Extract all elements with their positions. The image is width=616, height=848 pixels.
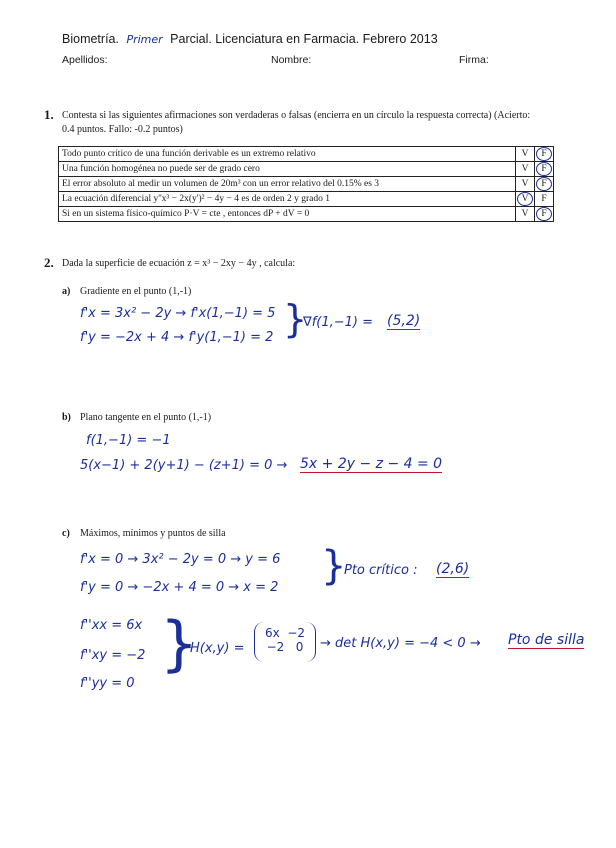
q2a-line1: f'x = 3x² − 2y → f'x(1,−1) = 5 (80, 306, 276, 321)
option-f[interactable]: F (535, 192, 554, 207)
q2a-result-prefix: ∇f(1,−1) = (303, 315, 374, 330)
q2b-line1: f(1,−1) = −1 (86, 433, 171, 448)
statement-cell: La ecuación diferencial y''x³ − 2x(y')² − 4y − 4 es de orden 2 y grado 1 (59, 192, 516, 207)
nombre-label: Nombre: (271, 54, 312, 66)
answer-circle: F (536, 162, 552, 176)
title-subject: Biometría. (62, 32, 119, 46)
q1-number: 1. (44, 107, 54, 122)
apellidos-label: Apellidos: (62, 54, 108, 66)
q2c-label: c) (62, 528, 70, 539)
q2c-hess-label: H(x,y) = (190, 641, 245, 656)
option-f-circled[interactable] (535, 147, 554, 162)
statement-cell: El error absoluto al medir un volumen de 20m³ con un error relativo del 0.15% es 3 (59, 177, 516, 192)
q2a-result: (5,2) (387, 313, 421, 329)
option-f-circled[interactable] (535, 177, 554, 192)
brace-icon: } (283, 297, 308, 341)
q2b-title: Plano tangente en el punto (1,-1) (80, 412, 212, 423)
brace-icon: } (160, 609, 199, 679)
firma-label: Firma: (459, 54, 489, 66)
q2a-label: a) (62, 286, 71, 297)
option-v-circled[interactable] (516, 192, 535, 207)
q2c-title: Máximos, mínimos y puntos de silla (80, 528, 226, 539)
answer-circle: V (517, 192, 533, 206)
q1-text-line1: Contesta si las siguientes afirmaciones son verdaderas o falsas (encierra en un círculo la respuesta correcta) (Acierto: (62, 110, 531, 121)
q2b-line2: 5(x−1) + 2(y+1) − (z+1) = 0 → (80, 458, 288, 473)
q2c-crit-label: Pto crítico : (344, 563, 418, 578)
title-handwritten: Primer (126, 33, 163, 46)
answer-circle: F (536, 147, 552, 161)
option-v[interactable]: V (516, 162, 535, 177)
option-v[interactable]: V (516, 177, 535, 192)
q2c-deriv-xx: f''xx = 6x (80, 618, 143, 633)
exam-title (62, 32, 438, 46)
q2a-title: Gradiente en el punto (1,-1) (80, 286, 192, 297)
q2a-line2: f'y = −2x + 4 → f'y(1,−1) = 2 (80, 330, 274, 345)
option-f-circled[interactable] (535, 162, 554, 177)
table-row (59, 162, 554, 177)
q2-intro: Dada la superficie de ecuación z = x³ − 2xy − 4y , calcula: (62, 258, 296, 269)
table-row (59, 207, 554, 222)
q2c-line1: f'x = 0 → 3x² − 2y = 0 → y = 6 (80, 552, 281, 567)
q2c-line2: f'y = 0 → −2x + 4 = 0 → x = 2 (80, 580, 279, 595)
option-f-circled[interactable] (535, 207, 554, 222)
answer-circle: F (536, 177, 552, 191)
table-row (59, 177, 554, 192)
statement-cell: Si en un sistema físico-químico P·V = cte , entonces dP + dV = 0 (59, 207, 516, 222)
q2b-result: 5x + 2y − z − 4 = 0 (300, 456, 443, 472)
q1-text-line2: 0.4 puntos. Fallo: -0.2 puntos) (62, 124, 183, 135)
statement-cell: Todo punto crítico de una función derivable es un extremo relativo (59, 147, 516, 162)
table-row (59, 192, 554, 207)
hessian-matrix (254, 622, 316, 662)
option-v[interactable]: V (516, 147, 535, 162)
q2c-deriv-xy: f''xy = −2 (80, 648, 146, 663)
answer-circle: F (536, 207, 552, 221)
title-rest: Parcial. Licenciatura en Farmacia. Febrero 2013 (170, 32, 438, 46)
q2c-result: Pto de silla (508, 632, 585, 648)
q2-number: 2. (44, 255, 54, 270)
q2c-deriv-yy: f''yy = 0 (80, 676, 135, 691)
q2c-crit-value: (2,6) (436, 561, 470, 577)
hessian-row: 6x −2 (264, 626, 306, 640)
table-row (59, 147, 554, 162)
brace-icon: } (321, 543, 347, 589)
q2c-det-text: → det H(x,y) = −4 < 0 → (320, 636, 481, 651)
true-false-table (58, 146, 554, 222)
q2b-label: b) (62, 412, 71, 423)
hessian-row: −2 0 (266, 640, 304, 654)
option-v[interactable]: V (516, 207, 535, 222)
statement-cell: Una función homogénea no puede ser de grado cero (59, 162, 516, 177)
